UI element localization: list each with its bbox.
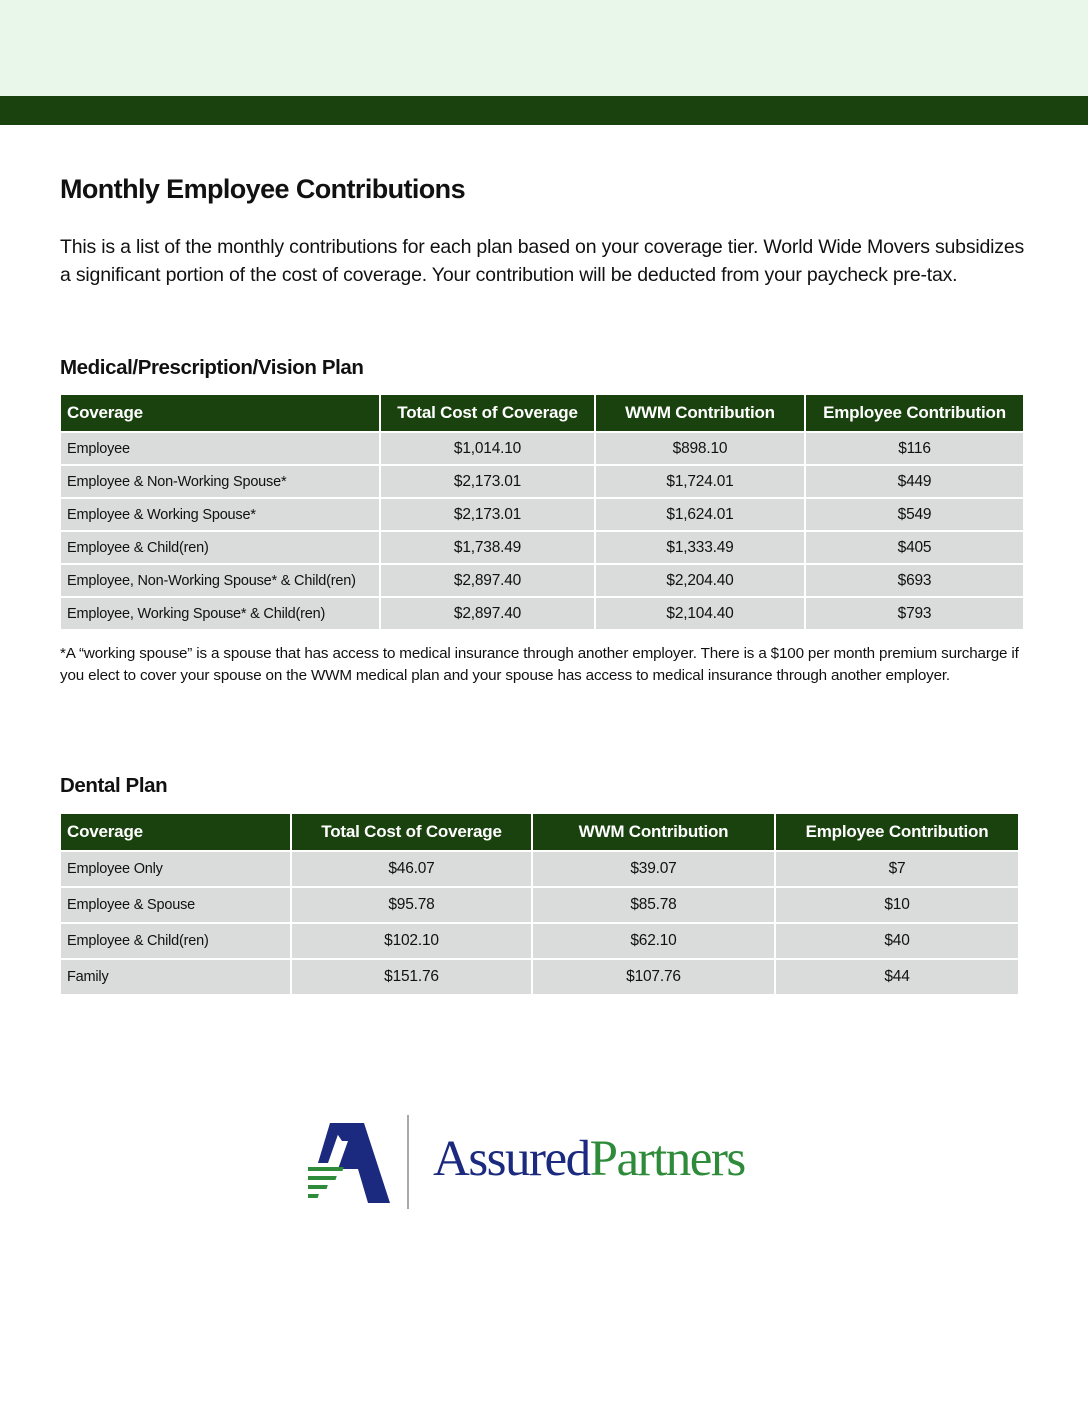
header-band bbox=[0, 0, 1088, 96]
assured-partners-a-mark-icon bbox=[308, 1123, 392, 1203]
coverage-cell: Employee, Non-Working Spouse* & Child(ren) bbox=[61, 565, 379, 596]
coverage-cell: Employee & Working Spouse* bbox=[61, 499, 379, 530]
table-row bbox=[61, 499, 1023, 530]
coverage-cell: Employee, Working Spouse* & Child(ren) bbox=[61, 598, 379, 629]
total-cost-cell: $2,897.40 bbox=[381, 565, 594, 596]
table-row bbox=[61, 565, 1023, 596]
coverage-cell: Employee bbox=[61, 433, 379, 464]
table-row bbox=[61, 888, 1018, 922]
total-cost-cell: $1,014.10 bbox=[381, 433, 594, 464]
medical-plan-title: Medical/Prescription/Vision Plan bbox=[60, 356, 364, 379]
wwm-contribution-cell: $85.78 bbox=[533, 888, 774, 922]
coverage-cell: Employee & Child(ren) bbox=[61, 532, 379, 563]
working-spouse-footnote: *A “working spouse” is a spouse that has access to medical insurance through another employer. There is a $100 per month premium surcharge if you elect to cover your spouse on the WWM medical plan and your spouse has access to medical insurance through another employer. bbox=[60, 645, 1019, 684]
table-row bbox=[61, 466, 1023, 497]
coverage-cell: Employee & Non-Working Spouse* bbox=[61, 466, 379, 497]
wwm-contribution-cell: $898.10 bbox=[596, 433, 804, 464]
coverage-cell: Employee Only bbox=[61, 852, 290, 886]
employee-contribution-cell: $44 bbox=[776, 960, 1018, 994]
employee-contribution-cell: $116 bbox=[806, 433, 1023, 464]
table-row bbox=[61, 852, 1018, 886]
column-header-total-cost: Total Cost of Coverage bbox=[381, 395, 594, 431]
employee-contribution-cell: $40 bbox=[776, 924, 1018, 958]
wwm-contribution-cell: $1,724.01 bbox=[596, 466, 804, 497]
employee-contribution-cell: $693 bbox=[806, 565, 1023, 596]
table-header-row bbox=[61, 814, 1018, 850]
wwm-contribution-cell: $39.07 bbox=[533, 852, 774, 886]
table-row bbox=[61, 924, 1018, 958]
page-title: Monthly Employee Contributions bbox=[60, 174, 465, 204]
table-row bbox=[61, 960, 1018, 994]
logo-wordmark bbox=[433, 1129, 745, 1189]
total-cost-cell: $2,173.01 bbox=[381, 466, 594, 497]
logo-text-assured: Assured bbox=[433, 1131, 590, 1187]
wwm-contribution-cell: $1,624.01 bbox=[596, 499, 804, 530]
wwm-contribution-cell: $107.76 bbox=[533, 960, 774, 994]
wwm-contribution-cell: $62.10 bbox=[533, 924, 774, 958]
column-header-wwm-contribution: WWM Contribution bbox=[533, 814, 774, 850]
coverage-cell: Employee & Spouse bbox=[61, 888, 290, 922]
coverage-cell: Employee & Child(ren) bbox=[61, 924, 290, 958]
table-row bbox=[61, 532, 1023, 563]
header-green-bar bbox=[0, 96, 1088, 125]
intro-paragraph: This is a list of the monthly contributions for each plan based on your coverage tier. World Wide Movers subsidizes a significant portion of the cost of coverage. Your contribution will be deducted from your paycheck pre-tax. bbox=[60, 236, 1025, 286]
column-header-employee-contribution: Employee Contribution bbox=[776, 814, 1018, 850]
total-cost-cell: $102.10 bbox=[292, 924, 531, 958]
wwm-contribution-cell: $2,204.40 bbox=[596, 565, 804, 596]
table-row bbox=[61, 433, 1023, 464]
employee-contribution-cell: $10 bbox=[776, 888, 1018, 922]
medical-contributions-table bbox=[59, 393, 1025, 631]
total-cost-cell: $46.07 bbox=[292, 852, 531, 886]
table-row bbox=[61, 598, 1023, 629]
employee-contribution-cell: $449 bbox=[806, 466, 1023, 497]
employee-contribution-cell: $793 bbox=[806, 598, 1023, 629]
wwm-contribution-cell: $1,333.49 bbox=[596, 532, 804, 563]
logo-divider bbox=[407, 1115, 409, 1209]
assured-partners-logo bbox=[308, 1115, 788, 1211]
dental-plan-title: Dental Plan bbox=[60, 774, 168, 797]
employee-contribution-cell: $405 bbox=[806, 532, 1023, 563]
table-header-row bbox=[61, 395, 1023, 431]
column-header-coverage: Coverage bbox=[61, 395, 379, 431]
total-cost-cell: $2,173.01 bbox=[381, 499, 594, 530]
total-cost-cell: $2,897.40 bbox=[381, 598, 594, 629]
column-header-wwm-contribution: WWM Contribution bbox=[596, 395, 804, 431]
logo-text-partners: Partners bbox=[589, 1131, 745, 1187]
dental-contributions-table bbox=[59, 812, 1020, 996]
employee-contribution-cell: $7 bbox=[776, 852, 1018, 886]
column-header-total-cost: Total Cost of Coverage bbox=[292, 814, 531, 850]
total-cost-cell: $1,738.49 bbox=[381, 532, 594, 563]
employee-contribution-cell: $549 bbox=[806, 499, 1023, 530]
coverage-cell: Family bbox=[61, 960, 290, 994]
total-cost-cell: $95.78 bbox=[292, 888, 531, 922]
column-header-coverage: Coverage bbox=[61, 814, 290, 850]
total-cost-cell: $151.76 bbox=[292, 960, 531, 994]
column-header-employee-contribution: Employee Contribution bbox=[806, 395, 1023, 431]
wwm-contribution-cell: $2,104.40 bbox=[596, 598, 804, 629]
